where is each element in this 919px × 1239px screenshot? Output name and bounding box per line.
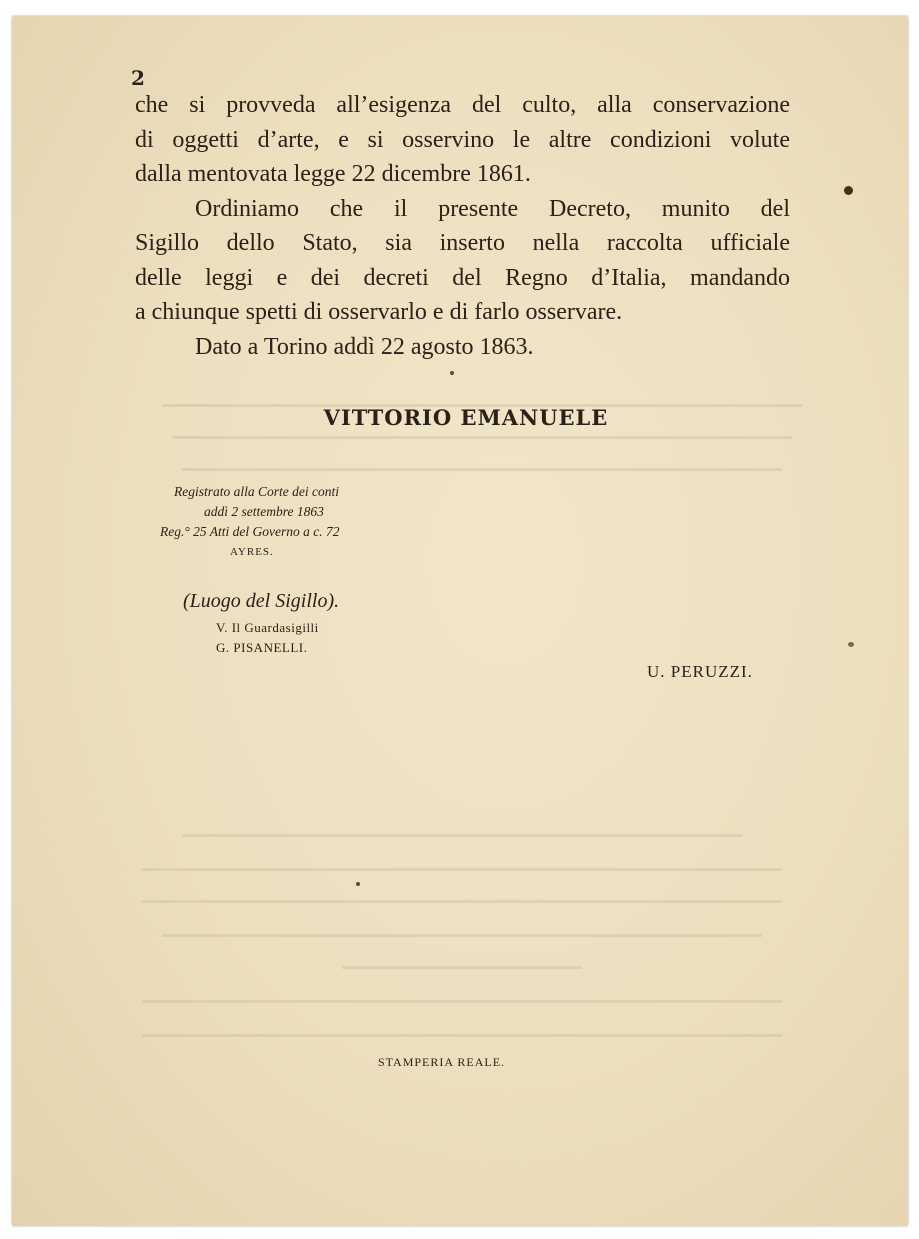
- body-line: di oggetti d’arte, e si osservino le altre condizioni volute: [135, 126, 790, 153]
- show-through-block: [142, 816, 782, 1066]
- registry-line: AYRES.: [230, 546, 274, 558]
- minister-signature: U. PERUZZI.: [647, 662, 753, 681]
- registry-note: [160, 482, 340, 562]
- guardasigilli-line: V. Il Guardasigilli: [216, 620, 319, 635]
- registry-line: Registrato alla Corte dei conti: [174, 484, 339, 499]
- body-line: a chiunque spetti di osservarlo e di farlo osservare.: [135, 299, 623, 325]
- show-through-block-lines: [142, 816, 782, 1066]
- registry-line: Reg.° 25 Atti del Governo a c. 72: [160, 524, 340, 539]
- registry-line: addì 2 settembre 1863: [204, 504, 324, 519]
- body-line: Sigillo dello Stato, sia inserto nella raccolta ufficiale: [135, 230, 790, 256]
- page-number: 2: [131, 66, 145, 90]
- guardasigilli-line: G. PISANELLI.: [216, 640, 308, 655]
- body-line: Ordiniamo che il presente Decreto, munito del: [195, 195, 790, 222]
- ink-spot: [450, 371, 454, 375]
- printer-imprint: STAMPERIA REALE.: [378, 1055, 506, 1069]
- body-line: delle leggi e dei decreti del Regno d’Italia, mandando: [135, 264, 790, 291]
- body-line: Dato a Torino addì 22 agosto 1863.: [195, 333, 534, 360]
- ink-spot: [844, 186, 853, 195]
- guardasigilli-block: [216, 618, 319, 658]
- body-line: che si provveda all’esigenza del culto, alla conservazione: [135, 92, 790, 118]
- ink-spot: [848, 642, 854, 647]
- royal-signature: VITTORIO EMANUELE: [323, 405, 609, 430]
- seal-place: (Luogo del Sigillo).: [183, 590, 340, 612]
- ink-spot: [356, 882, 360, 886]
- body-line: dalla mentovata legge 22 dicembre 1861.: [135, 161, 531, 187]
- decree-body: [135, 88, 790, 364]
